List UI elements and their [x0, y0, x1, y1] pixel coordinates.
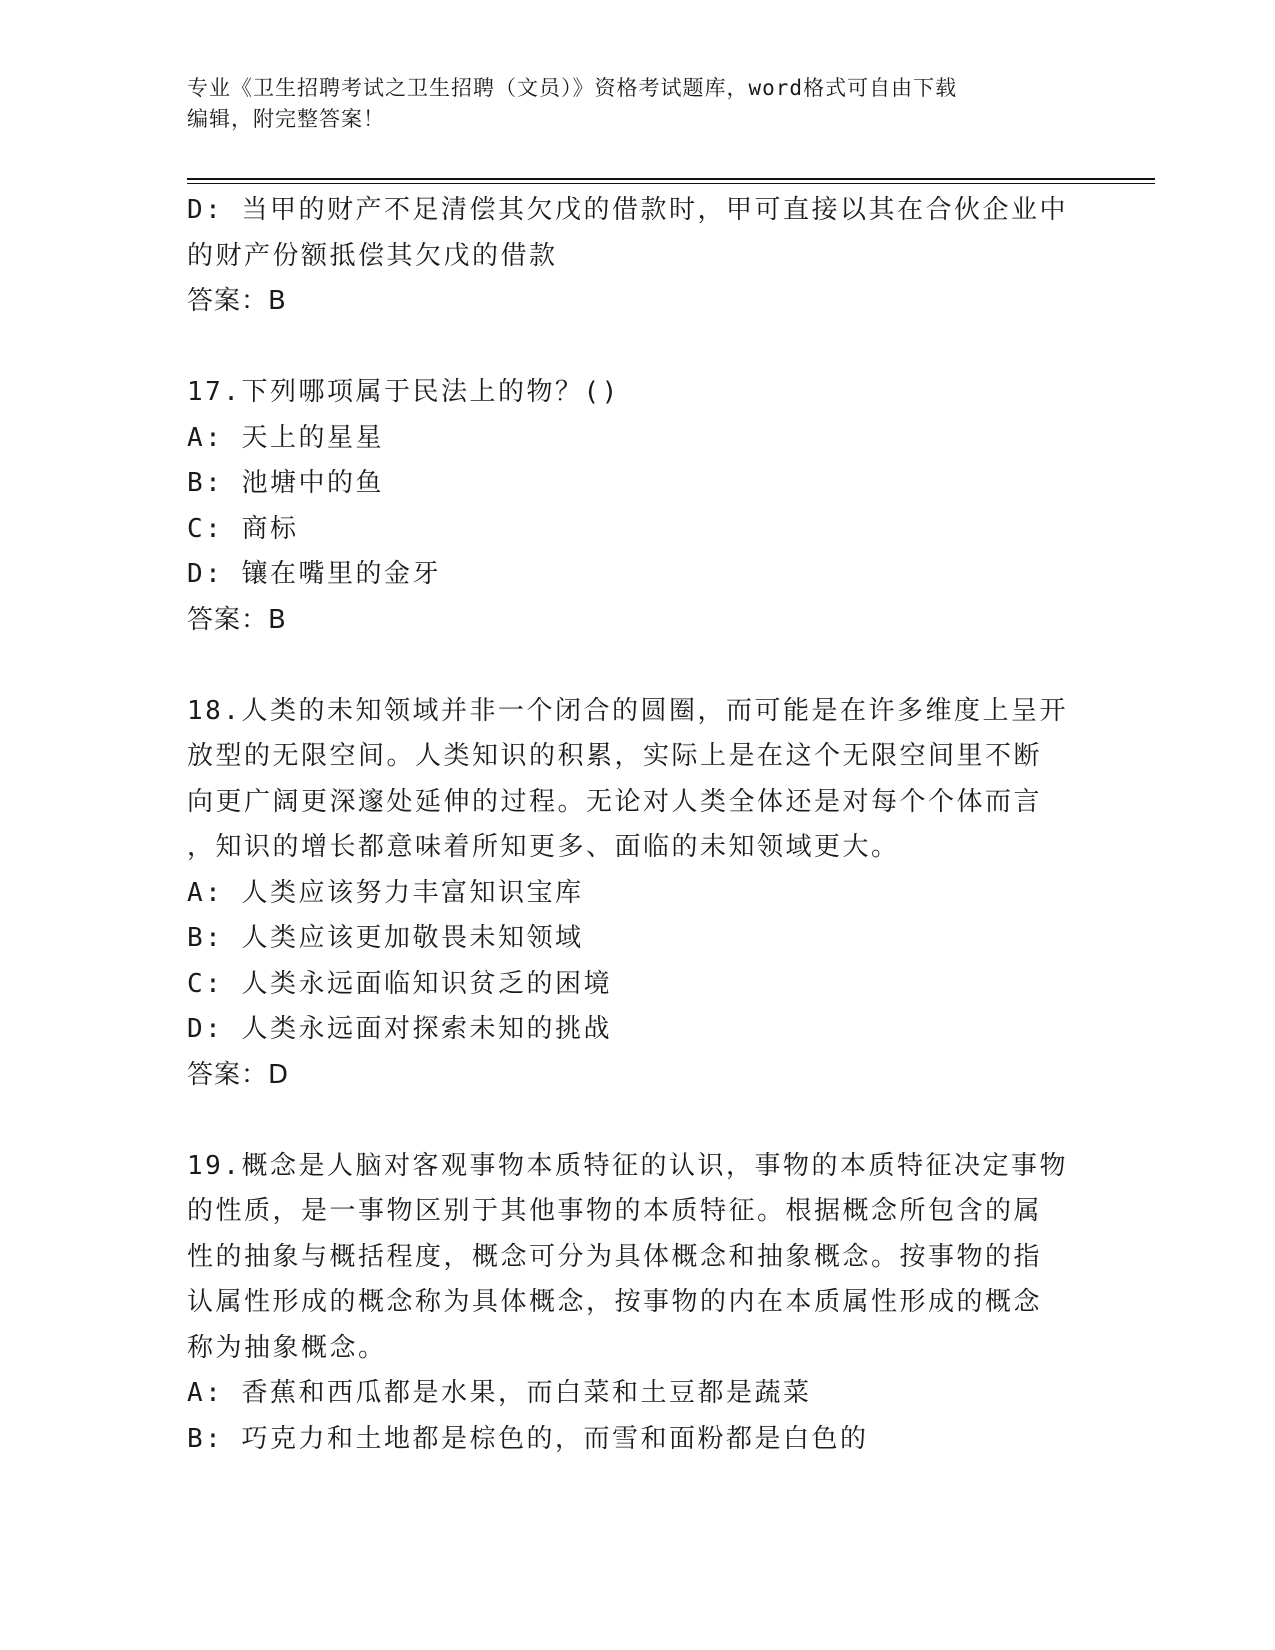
option-d-line-1: D: 当甲的财产不足清偿其欠戊的借款时，甲可直接以其在合伙企业中	[187, 195, 1068, 225]
question-19	[187, 1144, 1087, 1463]
header-line-2: 编辑，附完整答案！	[187, 107, 385, 131]
question-stem-line: 向更广阔更深邃处延伸的过程。无论对人类全体还是对每个个体而言	[187, 786, 1043, 817]
question-stem-line: 称为抽象概念。	[187, 1332, 387, 1363]
option-c: C: 商标	[187, 513, 299, 544]
option-c: C: 人类永远面临知识贫乏的困境	[187, 968, 612, 999]
option-b: B: 巧克力和土地都是棕色的，而雪和面粉都是白色的	[187, 1423, 869, 1454]
answer-line: 答案：B	[187, 604, 287, 635]
document-header	[187, 73, 1087, 135]
spacer	[187, 1098, 1087, 1144]
question-stem-line: 认属性形成的概念称为具体概念，按事物的内在本质属性形成的概念	[187, 1287, 1043, 1317]
spacer	[187, 643, 1087, 689]
question-stem-line: 的性质，是一事物区别于其他事物的本质特征。根据概念所包含的属	[187, 1196, 1043, 1226]
answer-line: 答案：D	[187, 1059, 290, 1090]
prev-question-tail	[187, 188, 1087, 325]
option-a: A: 天上的星星	[187, 422, 384, 453]
spacer	[187, 325, 1087, 371]
header-line-1: 专业《卫生招聘考试之卫生招聘（文员）》资格考试题库，word格式可自由下载	[187, 76, 958, 100]
question-17	[187, 370, 1087, 643]
question-stem-line: ，知识的增长都意味着所知更多、面临的未知领域更大。	[187, 832, 900, 862]
option-d: D: 人类永远面对探索未知的挑战	[187, 1014, 612, 1044]
option-a: A: 人类应该努力丰富知识宝库	[187, 877, 584, 908]
question-content	[187, 188, 1087, 1462]
question-18	[187, 689, 1087, 1099]
answer-line: 答案：B	[187, 286, 287, 316]
header-divider-thin	[187, 183, 1155, 184]
option-d: D: 镶在嘴里的金牙	[187, 559, 441, 589]
option-b: B: 池塘中的鱼	[187, 468, 384, 498]
question-stem: 17.下列哪项属于民法上的物？()	[187, 377, 620, 407]
question-stem-line: 放型的无限空间。人类知识的积累，实际上是在这个无限空间里不断	[187, 741, 1043, 771]
option-d-line-2: 的财产份额抵偿其欠戊的借款	[187, 240, 558, 271]
question-stem-line: 19.概念是人脑对客观事物本质特征的认识，事物的本质特征决定事物	[187, 1150, 1068, 1181]
header-divider-thick	[187, 178, 1155, 180]
option-a: A: 香蕉和西瓜都是水果，而白菜和土豆都是蔬菜	[187, 1378, 812, 1408]
question-stem-line: 性的抽象与概括程度，概念可分为具体概念和抽象概念。按事物的指	[187, 1241, 1043, 1272]
question-stem-line: 18.人类的未知领域并非一个闭合的圆圈，而可能是在许多维度上呈开	[187, 695, 1068, 726]
option-b: B: 人类应该更加敬畏未知领域	[187, 923, 584, 953]
